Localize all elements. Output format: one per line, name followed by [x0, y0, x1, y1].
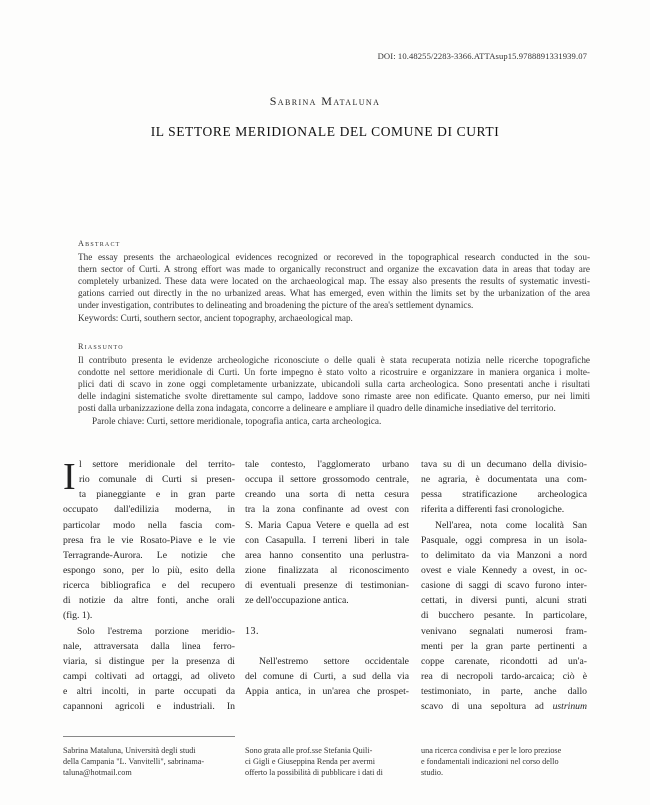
body-line: l settore meridionale del territo- [79, 459, 235, 470]
abstract-keywords: Keywords: Curti, southern sector, ancient topography, archaeological map. [78, 312, 353, 323]
body-line-text: scavo di una sepoltura ad [421, 701, 544, 713]
footnote-acknowledgment-continued [421, 745, 589, 778]
footnote-rule [63, 736, 235, 737]
body-line: di eventuali presenze di testimonian- [245, 580, 409, 592]
riassunto-line: delle indagini sistematiche svolte direttamente sul campo, laddove sono rimaste aree non edificate. Quanto emerso, pur nei limiti [78, 391, 590, 402]
abstract-line: The essay presents the archaeological evidences recognized or recoreved in the topographical research conducted in the sou- [78, 252, 590, 263]
body-line: area hanno consentito una perlustra- [245, 549, 409, 561]
body-line: menti per la gran parte pertinenti a [421, 640, 587, 652]
footnote-line: una ricerca condivisa e per le loro preziose [421, 746, 562, 755]
body-line: to delimitato da via Manzoni a nord [421, 549, 587, 561]
body-line: ricerca bibliografica e del recupero [63, 580, 235, 592]
section-number: 13. [245, 625, 259, 637]
body-line: tra la zona confinante ad ovest con [245, 504, 409, 516]
body-line: zione finalizzata al riconoscimento [245, 564, 409, 576]
body-line: occupa il settore grossomodo centrale, [245, 474, 409, 486]
body-line: viaria, si distingue per la presenza di [63, 655, 235, 667]
doi-line: DOI: 10.48255/2283-3366.ATTAsup15.9788891331939.07 [377, 51, 587, 61]
body-line: Appia antica, in un'area che prospet- [245, 686, 409, 698]
body-line: occupato dall'edilizia moderna, in [63, 504, 235, 516]
body-column-2 [245, 457, 409, 699]
body-line: presa fra le vie Rosato-Piave e le vie [63, 534, 235, 546]
footnote-line: Sabrina Mataluna, Università degli studi [63, 746, 196, 755]
footnote-line: taluna@hotmail.com [63, 768, 132, 777]
body-line: con Casapulla. I terreni liberi in tale [245, 534, 409, 546]
riassunto-heading: Riassunto [78, 342, 124, 351]
footnote-line: offerto la possibilità di pubblicare i dati di [245, 768, 383, 777]
body-column-1 [63, 457, 235, 714]
body-line: e altri incolti, in parte occupati da [63, 686, 235, 698]
abstract-line: gations carried out directly in the no urbanized areas. What has emerged, even within the limits set by the urbanization of the area [78, 288, 590, 299]
body-line: coppe carenate, ricondotti ad un'a- [421, 655, 587, 667]
body-line: Pasquale, oggi compresa in un isola- [421, 534, 587, 546]
footnote-line: Sono grata alle prof.sse Stefania Quili- [245, 746, 373, 755]
body-line: testimoniato, in parte, anche dallo [421, 686, 587, 698]
body-line: casione di saggi di scavo furono inter- [421, 580, 587, 592]
spacer [245, 608, 409, 623]
footnote-line: della Campania "L. Vanvitelli", sabrinama- [63, 757, 205, 766]
body-line: tale contesto, l'agglomerato urbano [245, 459, 409, 470]
body-line: rea di necropoli tardo-arcaica; ciò è [421, 670, 587, 682]
body-line: venivano segnalati numerosi fram- [421, 625, 587, 637]
body-line: campi coltivati ad ortaggi, ad oliveto [63, 670, 235, 682]
body-line: ne agraria, è documentata una com- [421, 474, 587, 486]
body-line: del comune di Curti, a sud della via [245, 670, 409, 682]
italic-term: ustrinum [552, 701, 587, 713]
article-title: IL SETTORE MERIDIONALE DEL COMUNE DI CURTI [150, 124, 500, 139]
drop-cap: I [63, 456, 76, 498]
riassunto-block [78, 341, 590, 427]
footnote-line: e fondamentali indicazioni nel corso dello [421, 757, 559, 766]
body-line: Terragrande-Aurora. Le notizie che [63, 549, 235, 561]
riassunto-line: posti dalla urbanizzazione della zona indagata, concorre a delineare e ampliare il quadro delle dinamiche insediative del territorio. [78, 403, 556, 414]
body-line: espongo sono, per lo più, esito della [63, 564, 235, 576]
body-column-3 [421, 457, 587, 714]
body-line: cettati, in diversi punti, alcuni strati [421, 595, 587, 607]
body-line: Nell'area, nota come località San [435, 519, 587, 531]
body-line: di bucchero pesante. In particolare, [421, 610, 587, 622]
abstract-line: under investigation, contributes to delineating and broadening the picture of the area's settlement dynamics. [78, 300, 474, 311]
body-line: particolar modo nella fascia com- [63, 519, 235, 531]
spacer [245, 639, 409, 654]
riassunto-line: condotte nel settore meridionale di Curti. Un forte impegno è stato volto a ricostruire e organizzare in maniera organica i molte- [78, 367, 590, 378]
body-line [421, 699, 587, 714]
footnote-affiliation [63, 745, 235, 778]
body-line: S. Maria Capua Vetere e quella ad est [245, 519, 409, 531]
footnote-line: ci Gigli e Giuseppina Renda per avermi [245, 757, 376, 766]
abstract-line: thern sector of Curti. A strong effort was made to organically reconstruct and organize the excavation data in areas that today are [78, 264, 590, 275]
body-line: ta pianeggiante e in gran parte [79, 489, 235, 501]
abstract-block [78, 238, 590, 324]
body-line: rio comunale di Curti si presen- [79, 474, 235, 486]
body-line: pessa stratificazione archeologica [421, 489, 587, 501]
body-line: capannoni agricoli e industriali. In [63, 701, 235, 713]
author-name: Sabrina Mataluna [269, 94, 381, 108]
abstract-heading: Abstract [78, 239, 121, 248]
footnote-line: studio. [421, 768, 444, 777]
body-line: nale, attraversata dalla linea ferro- [63, 640, 235, 652]
footnote-acknowledgment [245, 745, 413, 778]
body-line: creando una sorta di netta cesura [245, 489, 409, 501]
body-line: ze dell'occupazione antica. [245, 595, 349, 607]
body-line: riferita a differenti fasi cronologiche. [421, 504, 565, 516]
body-line: Solo l'estrema porzione meridio- [77, 625, 235, 637]
body-line: (fig. 1). [63, 610, 93, 622]
abstract-line: completely urbanized. These data were located on the archaeological map. The essay also presents the results of systematic investi- [78, 276, 590, 287]
body-line: tava su di un decumano della divisio- [421, 459, 587, 470]
body-line: Nell'estremo settore occidentale [259, 655, 409, 667]
body-line: di notizie da altre fonti, anche orali [63, 595, 235, 607]
riassunto-keywords: Parole chiave: Curti, settore meridionale, topografia antica, carta archeologica. [92, 415, 382, 426]
riassunto-line: plici dati di scavo in zone oggi completamente urbanizzate, ubicandoli sulla carta archeologica. Sono presentati anche i risultati [78, 379, 590, 390]
riassunto-line: Il contributo presenta le evidenze archeologiche riconosciute o delle quali è stata recuperata notizia nelle ricerche topografiche [78, 355, 590, 366]
body-line: ovest e viale Kennedy a ovest, in oc- [421, 564, 587, 576]
